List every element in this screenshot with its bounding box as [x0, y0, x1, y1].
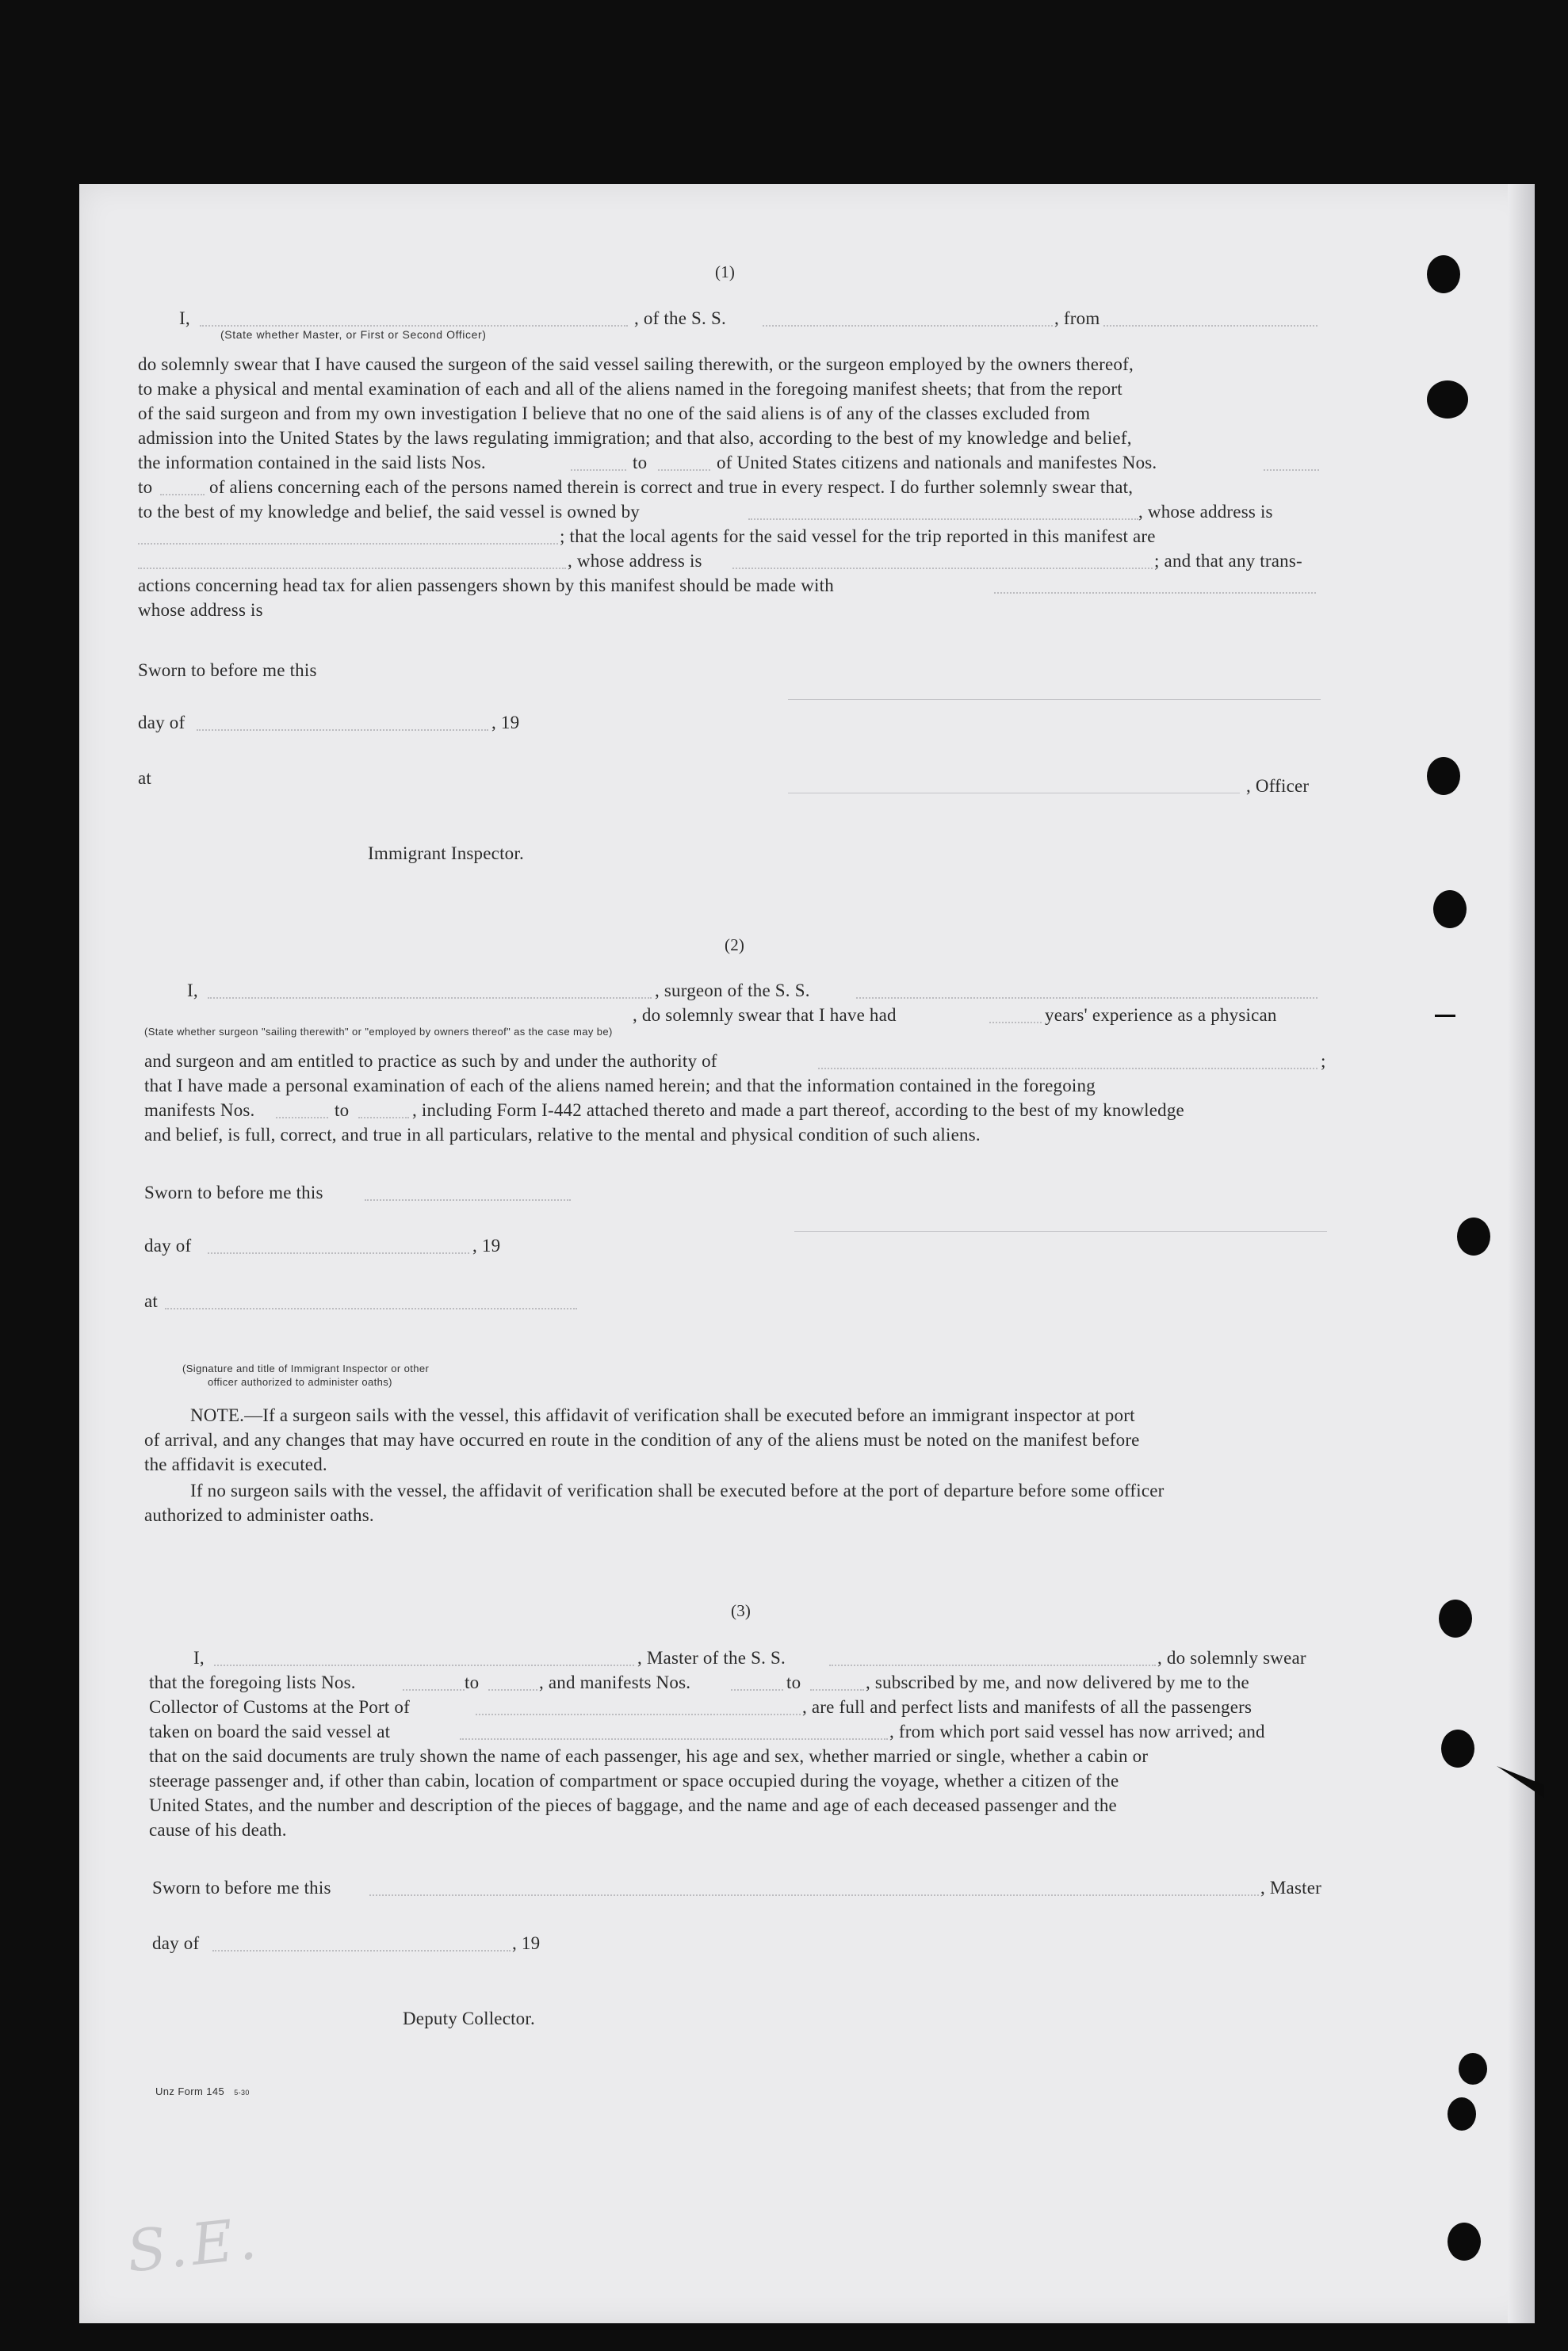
head-tax-label: actions concerning head tax for alien passengers shown by this manifest should be made with [138, 575, 834, 595]
year-label: , 19 [472, 1236, 501, 1256]
immigrant-inspector-label: Immigrant Inspector. [368, 843, 524, 863]
oath-paragraph-line: to make a physical and mental examination of each and all of the aliens named in the foregoing manifest sheets; that from the report [138, 379, 1122, 399]
solemnly-swear-label: , do solemnly swear [1157, 1648, 1306, 1668]
arrived-label: , from which port said vessel has now arrived; and [889, 1722, 1265, 1741]
surgeon-vessel-field[interactable] [856, 997, 1318, 999]
owned-by-label: to the best of my knowledge and belief, the said vessel is owned by [138, 502, 640, 522]
subscribed-label: , subscribed by me, and now delivered by me to the [866, 1672, 1249, 1692]
master-vessel-field[interactable] [829, 1665, 1156, 1666]
at-label: at [138, 768, 151, 788]
to-label: to [786, 1672, 801, 1692]
whose-address-label: , whose address is [1138, 502, 1273, 522]
binder-hole [1433, 890, 1467, 928]
at-place-field[interactable] [165, 1308, 577, 1309]
officer-label: , Officer [1246, 776, 1310, 796]
lists-from-field[interactable] [403, 1689, 465, 1691]
citizen-list-from-field[interactable] [571, 469, 626, 471]
at-label: at [144, 1291, 158, 1311]
of-the-ss-label: , of the S. S. [634, 308, 726, 328]
sheet-edge-shadow [1508, 184, 1535, 2323]
years-experience-field[interactable] [989, 1022, 1042, 1023]
form-id-suffix: 5-30 [234, 2089, 250, 2097]
oath-pronoun: I, [187, 981, 198, 1000]
collector-port-label: Collector of Customs at the Port of [149, 1697, 410, 1717]
binder-hole [1448, 2223, 1481, 2261]
oath-paragraph-line: of the said surgeon and from my own investigation I believe that no one of the said aliens is of any of the classes excluded from [138, 403, 1091, 423]
owner-address-field[interactable] [138, 543, 558, 545]
form-reference-line: , including Form I-442 attached thereto and made a part thereof, according to the best of my knowledge [412, 1100, 1184, 1120]
sworn-label: Sworn to before me this [152, 1878, 331, 1898]
note-line: of arrival, and any changes that may have occurred en route in the condition of any of the aliens must be noted on the manifest before [144, 1430, 1140, 1450]
full-lists-label: , are full and perfect lists and manifests of all the passengers [802, 1697, 1252, 1717]
surgeon-signature-line[interactable] [794, 1231, 1327, 1232]
belief-line: and belief, is full, correct, and true in all particulars, relative to the mental and physical condition of such aliens. [144, 1125, 981, 1145]
lists-label: that the foregoing lists Nos. [149, 1672, 356, 1692]
day-of-field[interactable] [208, 1252, 469, 1254]
note-line: NOTE.—If a surgeon sails with the vessel, this affidavit of verification shall be executed before an immigrant inspector at port [190, 1405, 1135, 1425]
binder-hole [1457, 1218, 1490, 1256]
practice-authority-label: and surgeon and am entitled to practice as such by and under the authority of [144, 1051, 717, 1071]
to-label: to [465, 1672, 480, 1692]
edge-tick-mark [1435, 1015, 1455, 1017]
officer-rank-hint: (State whether Master, or First or Second Officer) [220, 328, 487, 341]
sworn-label: Sworn to before me this [138, 660, 317, 680]
to-label: to [138, 477, 153, 497]
port-of-departure-field[interactable] [460, 1738, 888, 1740]
port-from-field[interactable] [1103, 325, 1318, 327]
form-id: Unz Form 145 [155, 2085, 225, 2097]
examination-line: that I have made a personal examination of each of the aliens named herein; and that the information contained in the foregoing [144, 1076, 1096, 1095]
section-1-number: (1) [715, 262, 736, 281]
manifests-label: manifests Nos. [144, 1100, 255, 1120]
master-label: , Master [1260, 1878, 1321, 1898]
transactions-label: ; and that any trans- [1154, 551, 1302, 571]
oath-paragraph-line: admission into the United States by the laws regulating immigration; and that also, according to the best of my knowledge and belief, [138, 428, 1132, 448]
officer-name-field[interactable] [200, 325, 628, 327]
surgeon-experience-label: , do solemnly swear that I have had [633, 1005, 897, 1025]
binder-hole [1427, 255, 1460, 293]
agents-address-field[interactable] [732, 568, 1153, 569]
practice-authority-field[interactable] [818, 1068, 1318, 1069]
declaration-line: cause of his death. [149, 1820, 287, 1840]
surgeon-manifest-from-field[interactable] [276, 1117, 328, 1118]
manifest-nos-field[interactable] [1264, 469, 1319, 471]
alien-manifest-to-field[interactable] [160, 494, 205, 495]
sworn-field[interactable] [365, 1199, 571, 1201]
signature-line[interactable] [788, 699, 1321, 700]
signature-title-hint: (Signature and title of Immigrant Inspector or other [182, 1363, 430, 1374]
declaration-line: steerage passenger and, if other than cabin, location of compartment or space occupied during the voyage, whether a citizen of the [149, 1771, 1119, 1791]
note-line: authorized to administer oaths. [144, 1505, 374, 1525]
section-3-number: (3) [731, 1601, 751, 1620]
oath-paragraph-line: do solemnly swear that I have caused the surgeon of the said vessel sailing therewith, or the surgeon employed by the owners thereof, [138, 354, 1134, 374]
master-name-field[interactable] [214, 1665, 634, 1666]
form-number [155, 2086, 250, 2097]
oath-pronoun: I, [179, 308, 190, 328]
binder-hole [1459, 2053, 1487, 2085]
day-of-label: day of [152, 1933, 200, 1953]
binder-hole [1427, 380, 1468, 419]
head-tax-party-field[interactable] [994, 592, 1316, 594]
surgeon-of-label: , surgeon of the S. S. [655, 981, 810, 1000]
binder-hole [1441, 1730, 1474, 1768]
lists-label: the information contained in the said lists Nos. [138, 453, 486, 472]
sworn-label: Sworn to before me this [144, 1183, 323, 1202]
local-agents-label: ; that the local agents for the said vessel for the trip reported in this manifest are [560, 526, 1156, 546]
vessel-name-field[interactable] [763, 325, 1053, 327]
surgeon-name-field[interactable] [208, 997, 652, 999]
day-of-label: day of [144, 1236, 192, 1256]
citizen-list-to-field[interactable] [658, 469, 710, 471]
from-label: , from [1054, 308, 1100, 328]
agents-address-label: , whose address is [568, 551, 702, 571]
local-agents-field[interactable] [138, 568, 566, 569]
years-label: years' experience as a physican [1045, 1005, 1277, 1025]
year-label: , 19 [491, 713, 520, 732]
day-of-label: day of [138, 713, 185, 732]
note-line: the affidavit is executed. [144, 1455, 327, 1474]
declaration-line: that on the said documents are truly shown the name of each passenger, his age and sex, whether married or single, whether a cabin or [149, 1746, 1149, 1766]
day-of-field[interactable] [212, 1950, 511, 1952]
citizen-lists-label: of United States citizens and nationals and manifestes Nos. [717, 453, 1157, 472]
section-2-number: (2) [725, 935, 745, 954]
to-label: to [633, 453, 648, 472]
port-of-entry-field[interactable] [476, 1714, 801, 1715]
binder-hole [1439, 1600, 1472, 1638]
surgeon-manifest-to-field[interactable] [358, 1117, 409, 1118]
day-of-field[interactable] [197, 729, 488, 731]
manifests-to-field[interactable] [810, 1689, 864, 1691]
manifests-from-field[interactable] [731, 1689, 783, 1691]
declaration-line: United States, and the number and description of the pieces of baggage, and the name and age of each deceased passenger and the [149, 1795, 1117, 1815]
to-label: to [335, 1100, 350, 1120]
semicolon-mark: ; [1321, 1051, 1326, 1071]
manifests-label: , and manifests Nos. [539, 1672, 691, 1692]
surgeon-type-hint: (State whether surgeon "sailing therewith" or "employed by owners thereof" as the case may be) [144, 1026, 613, 1038]
deputy-collector-label: Deputy Collector. [403, 2009, 535, 2028]
year-label: , 19 [512, 1933, 541, 1953]
note-line: If no surgeon sails with the vessel, the affidavit of verification shall be executed before at the port of departure before some officer [190, 1481, 1165, 1500]
signature-title-hint: officer authorized to administer oaths) [208, 1376, 392, 1388]
oath-pronoun: I, [193, 1648, 205, 1668]
binder-hole [1448, 2097, 1476, 2131]
master-signature-field[interactable] [369, 1894, 1259, 1896]
binder-hole [1427, 757, 1460, 795]
master-of-label: , Master of the S. S. [637, 1648, 786, 1668]
lists-to-field[interactable] [488, 1689, 537, 1691]
aliens-paragraph-line: of aliens concerning each of the persons named therein is correct and true in every respect. I do further solemnly swear that, [209, 477, 1134, 497]
taken-on-board-label: taken on board the said vessel at [149, 1722, 391, 1741]
handwritten-initials: S.E. [124, 2204, 265, 2285]
whose-address-label: whose address is [138, 600, 263, 620]
owner-name-field[interactable] [748, 518, 1138, 520]
